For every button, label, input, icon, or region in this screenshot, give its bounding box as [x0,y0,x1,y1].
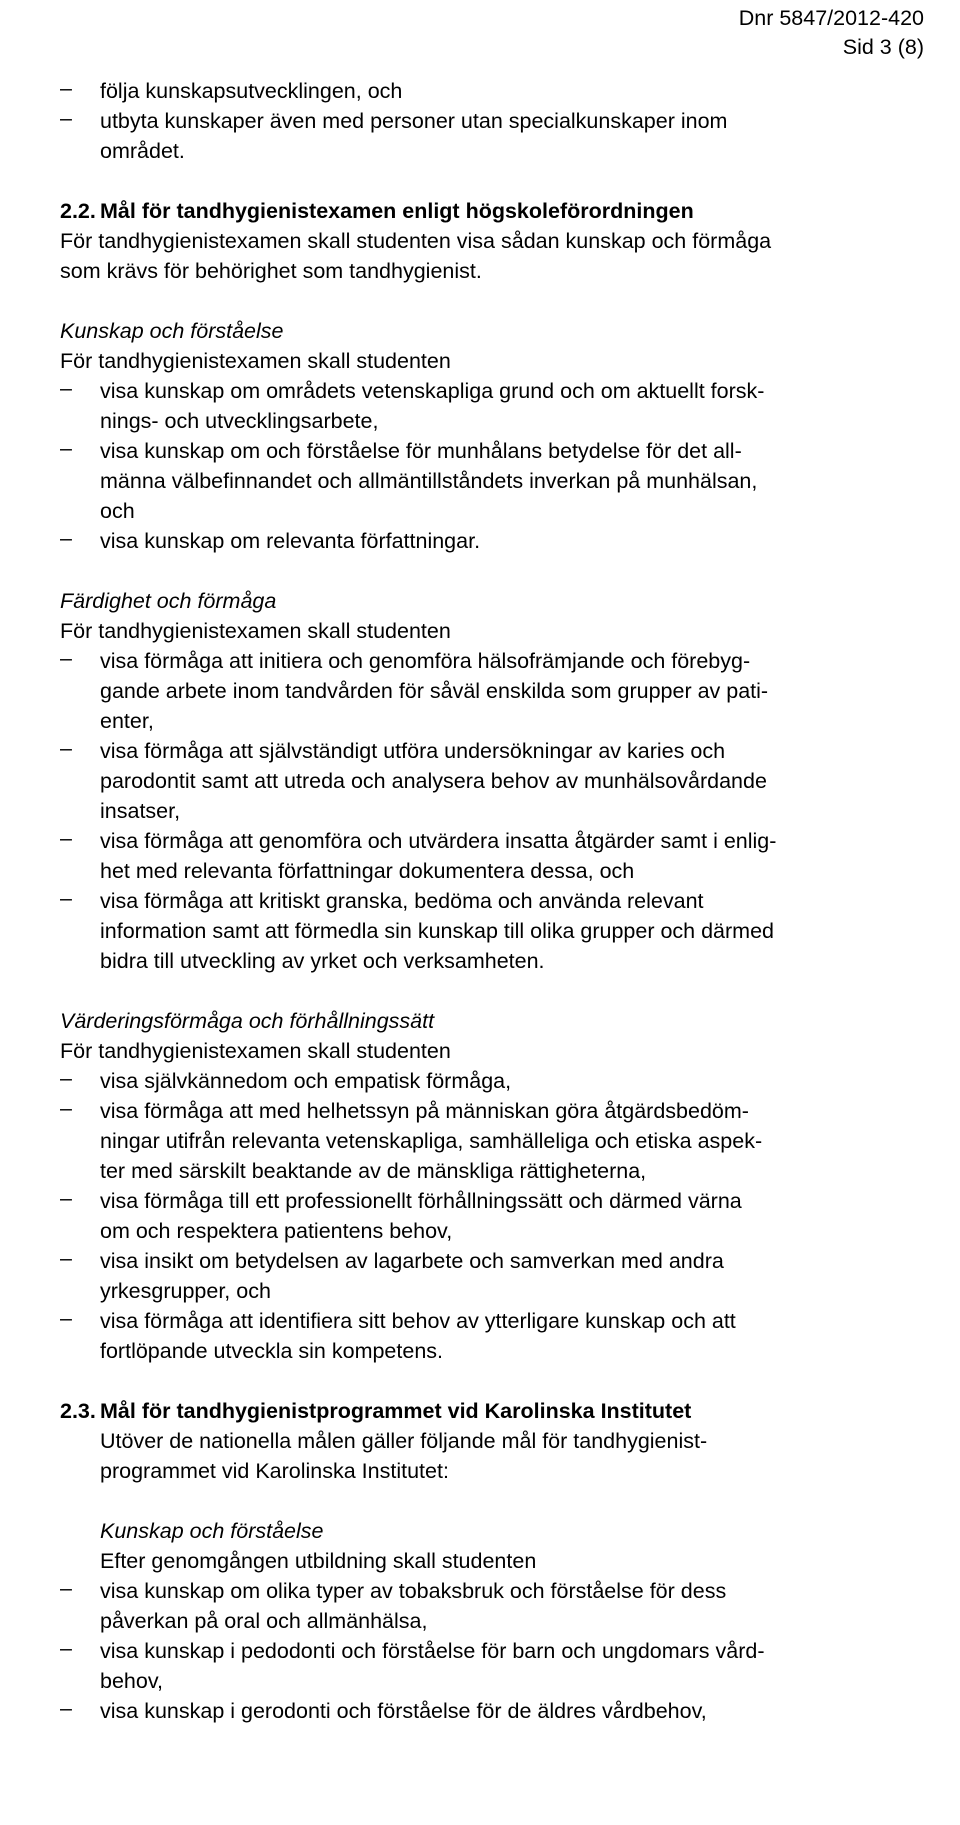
dash-bullet: – [60,646,72,670]
section-title: Mål för tandhygienistexamen enligt högskoleförordningen [100,199,694,223]
document-number: Dnr 5847/2012-420 [738,6,924,30]
list-item [60,76,950,106]
dash-bullet: – [60,736,72,760]
spacer [60,556,950,586]
list-item-line: följa kunskapsutvecklingen, och [100,79,403,103]
section-title: Mål för tandhygienistprogrammet vid Karolinska Institutet [100,1399,692,1423]
list-item [60,1306,950,1366]
list-item-line: visa förmåga att identifiera sitt behov av ytterligare kunskap och att [100,1309,736,1333]
list-item-line: visa kunskap om och förståelse för munhålans betydelse för det all- [100,439,742,463]
section-intro-line: programmet vid Karolinska Institutet: [100,1459,449,1483]
section-number: 2.2. [60,199,96,223]
list-item-line: parodontit samt att utreda och analysera behov av munhälsovårdande [100,769,767,793]
list-item [60,436,950,526]
subsection-lead: För tandhygienistexamen skall studenten [60,1039,451,1063]
spacer [60,286,950,316]
section-intro-line: För tandhygienistexamen skall studenten visa sådan kunskap och förmåga [60,229,772,253]
list-item [60,526,950,556]
list-item-line: visa förmåga att initiera och genomföra hälsofrämjande och förebyg- [100,649,751,673]
subsection-lead: Efter genomgången utbildning skall studenten [100,1549,537,1573]
list-item [60,1576,950,1636]
list-item [60,376,950,436]
dash-bullet: – [60,1066,72,1090]
subsection-title: Kunskap och förståelse [100,1519,324,1543]
list-item [60,1696,950,1726]
list-item-line: bidra till utveckling av yrket och verksamheten. [100,949,545,973]
list-item-line: om och respektera patientens behov, [100,1219,453,1243]
spacer [60,1486,950,1516]
dash-bullet: – [60,1186,72,1210]
list-item-line: ningar utifrån relevanta vetenskapliga, samhälleliga och etiska aspek- [100,1129,763,1153]
dash-bullet: – [60,826,72,850]
subsection-title: Värderingsförmåga och förhållningssätt [60,1009,435,1033]
section-heading [60,196,950,226]
page-header [739,4,924,62]
list-item-line: yrkesgrupper, och [100,1279,271,1303]
dash-bullet: – [60,1306,72,1330]
document-body [60,76,950,1726]
spacer [60,166,950,196]
list-item [60,736,950,826]
list-item-line: männa välbefinnandet och allmäntillståndets inverkan på munhälsan, [100,469,758,493]
dash-bullet: – [60,886,72,910]
list-item-line: visa förmåga att med helhetssyn på människan göra åtgärdsbedöm- [100,1099,749,1123]
list-item-line: visa kunskap om områdets vetenskapliga grund och om aktuellt forsk- [100,379,765,403]
spacer [60,1366,950,1396]
list-item-line: och [100,499,135,523]
list-item [60,646,950,736]
list-item [60,106,950,166]
list-item-line: fortlöpande utveckla sin kompetens. [100,1339,444,1363]
dash-bullet: – [60,526,72,550]
list-item-line: visa kunskap i pedodonti och förståelse för barn och ungdomars vård- [100,1639,765,1663]
list-item-line: visa självkännedom och empatisk förmåga, [100,1069,512,1093]
dash-bullet: – [60,1576,72,1600]
list-item [60,826,950,886]
list-item [60,1186,950,1246]
dash-bullet: – [60,376,72,400]
list-item-line: visa kunskap om relevanta författningar. [100,529,481,553]
list-item [60,886,950,976]
list-item-line: visa förmåga att självständigt utföra undersökningar av karies och [100,739,726,763]
section-intro-line: Utöver de nationella målen gäller följande mål för tandhygienist- [100,1429,708,1453]
list-item-line: visa förmåga att kritiskt granska, bedöma och använda relevant [100,889,704,913]
dash-bullet: – [60,1096,72,1120]
list-item-line: ter med särskilt beaktande av de mänskliga rättigheterna, [100,1159,647,1183]
list-item-line: gande arbete inom tandvården för såväl enskilda som grupper av pati- [100,679,769,703]
list-item-line: visa kunskap om olika typer av tobaksbruk och förståelse för dess [100,1579,727,1603]
spacer [60,976,950,1006]
dash-bullet: – [60,1636,72,1660]
dash-bullet: – [60,436,72,460]
dash-bullet: – [60,1696,72,1720]
list-item-line: enter, [100,709,154,733]
list-item-line: insatser, [100,799,181,823]
list-item-line: påverkan på oral och allmänhälsa, [100,1609,428,1633]
subsection-lead: För tandhygienistexamen skall studenten [60,349,451,373]
list-item-line: visa insikt om betydelsen av lagarbete och samverkan med andra [100,1249,724,1273]
dash-bullet: – [60,106,72,130]
subsection-title: Kunskap och förståelse [60,319,284,343]
list-item-line: visa förmåga till ett professionellt förhållningssätt och därmed värna [100,1189,742,1213]
list-item-line: information samt att förmedla sin kunskap till olika grupper och därmed [100,919,774,943]
list-item-line: nings- och utvecklingsarbete, [100,409,379,433]
section-number: 2.3. [60,1399,96,1423]
list-item-line: visa förmåga att genomföra och utvärdera insatta åtgärder samt i enlig- [100,829,777,853]
list-item [60,1096,950,1186]
dash-bullet: – [60,76,72,100]
list-item-line: het med relevanta författningar dokumentera dessa, och [100,859,635,883]
subsection-title: Färdighet och förmåga [60,589,277,613]
dash-bullet: – [60,1246,72,1270]
subsection-lead: För tandhygienistexamen skall studenten [60,619,451,643]
list-item-line: behov, [100,1669,163,1693]
page-number: Sid 3 (8) [842,35,924,59]
list-item [60,1246,950,1306]
list-item-line: visa kunskap i gerodonti och förståelse för de äldres vårdbehov, [100,1699,707,1723]
list-item [60,1636,950,1696]
section-heading [60,1396,950,1426]
list-item-line: området. [100,139,185,163]
list-item-line: utbyta kunskaper även med personer utan specialkunskaper inom [100,109,728,133]
section-intro-line: som krävs för behörighet som tandhygienist. [60,259,482,283]
list-item [60,1066,950,1096]
